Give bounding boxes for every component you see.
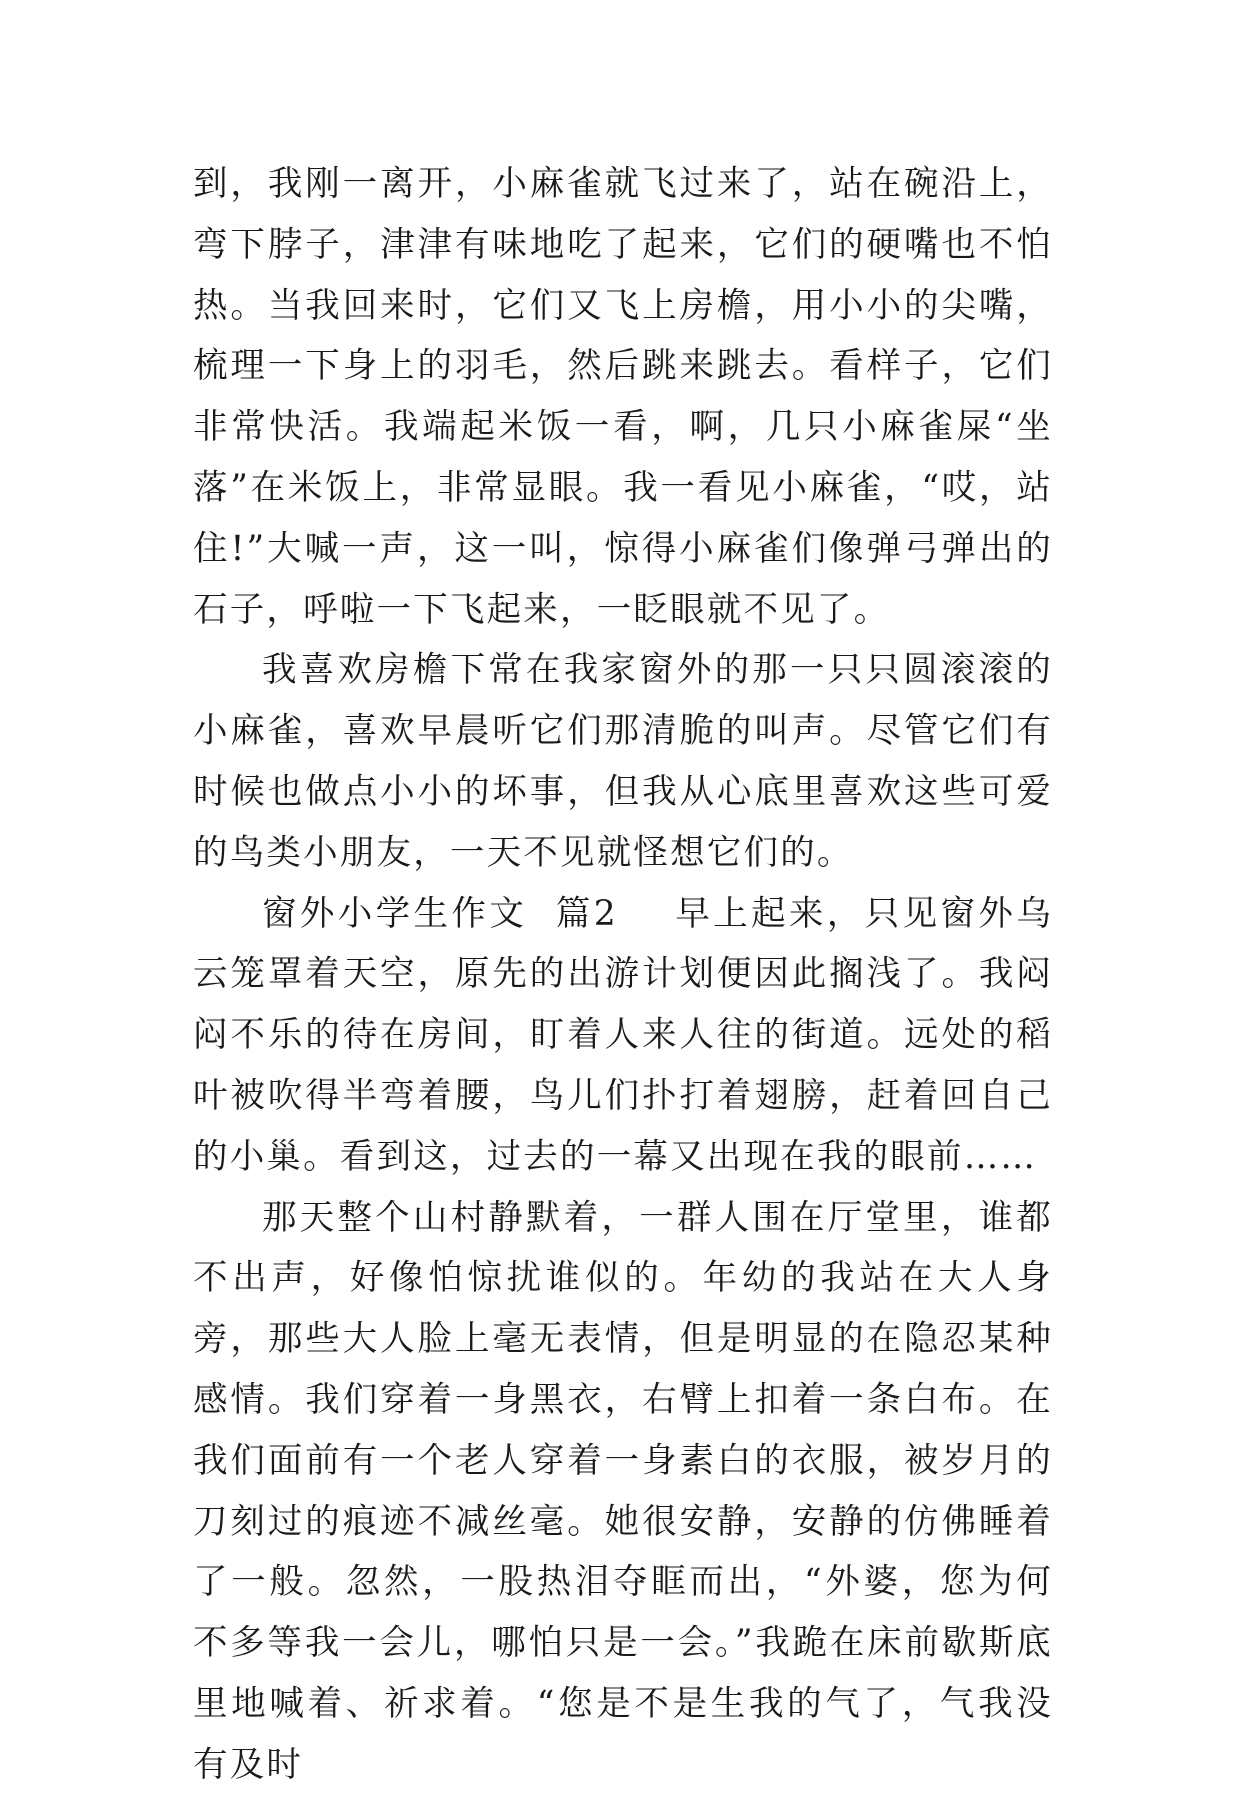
paragraph-2 [193, 640, 1053, 883]
section-heading: 窗外小学生作文 篇2 [262, 893, 618, 934]
paragraph-2-text: 我喜欢房檐下常在我家窗外的那一只只圆滚滚的小麻雀，喜欢早晨听它们那清脆的叫声。尽管它们有时候也做点小小的坏事，但我从心底里喜欢这些可爱的鸟类小朋友，一天不见就怪想它们的。 [193, 650, 1053, 873]
heading-gap [618, 894, 674, 934]
paragraph-4-text: 那天整个山村静默着，一群人围在厅堂里，谁都不出声，好像怕惊扰谁似的。年幼的我站在大人身旁，那些大人脸上毫无表情，但是明显的在隐忍某种感情。我们穿着一身黑衣，右臂上扣着一条白布。在我们面前有一个老人穿着一身素白的衣服，被岁月的刀刻过的痕迹不减丝毫。她很安静，安静的仿佛睡着了一般。忽然，一股热泪夺眶而出，“外婆，您为何不多等我一会儿，哪怕只是一会。”我跪在床前歇斯底里地喊着、祈求着。“您是不是生我的气了，气我没有及时 [193, 1197, 1053, 1785]
paragraph-4 [193, 1188, 1053, 1796]
paragraph-3 [193, 884, 1053, 1188]
paragraph-1 [193, 154, 1053, 640]
paragraph-3-text: 早上起来，只见窗外乌云笼罩着天空，原先的出游计划便因此搁浅了。我闷闷不乐的待在房间，盯着人来人往的街道。远处的稻叶被吹得半弯着腰，鸟儿们扑打着翅膀，赶着回自己的小巢。看到这，过去的一幕又出现在我的眼前…… [193, 893, 1053, 1177]
paragraph-1-text: 到，我刚一离开，小麻雀就飞过来了，站在碗沿上，弯下脖子，津津有味地吃了起来，它们的硬嘴也不怕热。当我回来时，它们又飞上房檐，用小小的尖嘴，梳理一下身上的羽毛，然后跳来跳去。看样子，它们非常快活。我端起米饭一看，啊，几只小麻雀屎“坐落”在米饭上，非常显眼。我一看见小麻雀，“哎，站住!”大喊一声，这一叫，惊得小麻雀们像弹弓弹出的石子，呼啦一下飞起来，一眨眼就不见了。 [193, 164, 1053, 630]
document-body [193, 154, 1053, 1796]
